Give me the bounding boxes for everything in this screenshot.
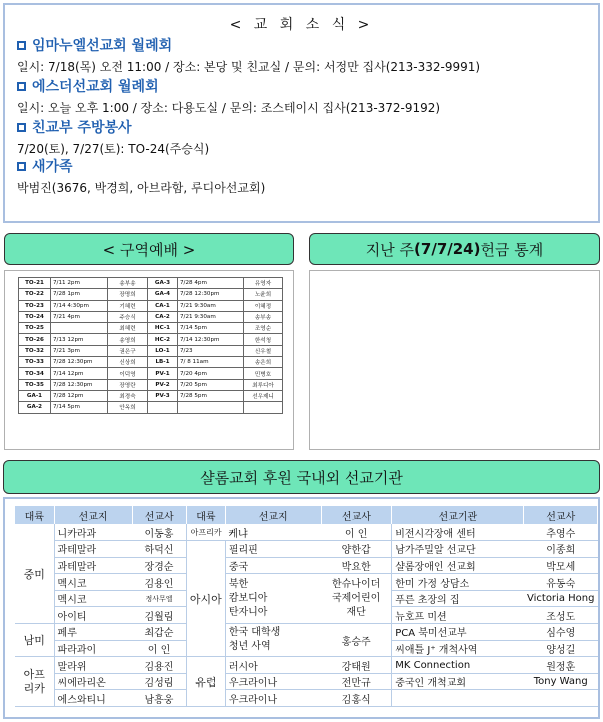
table-row: 과테말라 장경순 중국 박요한 샬롬장애인 선교회 박모세 xyxy=(15,557,598,574)
header-cell: 대륙 xyxy=(186,506,225,524)
table-row xyxy=(19,368,283,379)
nk-cambodia-tanzania: 북한 캄보디아 탄자니아 xyxy=(225,574,321,624)
news-item-esther xyxy=(17,76,440,116)
district-schedule-table xyxy=(18,277,283,414)
schedule-cell: 7/14 5pm xyxy=(51,402,108,413)
header-cell: 선교지 xyxy=(54,506,132,524)
schedule-cell: 주승식 xyxy=(108,311,148,322)
header-cell: 선교사 xyxy=(524,506,598,524)
region-africa: 아프 리카 xyxy=(15,657,54,707)
schedule-cell: 7/14 4:30pm xyxy=(51,300,108,311)
schedule-cell: TO-23 xyxy=(19,300,51,311)
schedule-cell: 7/23 xyxy=(178,345,244,356)
schedule-cell: 노윤희 xyxy=(244,289,283,300)
region-south-america: 남미 xyxy=(15,624,54,657)
schedule-cell: 조영순 xyxy=(244,323,283,334)
schedule-cell: 장영란 xyxy=(108,379,148,390)
schedule-cell: 최경숙 xyxy=(108,390,148,401)
mission-table xyxy=(15,506,598,707)
schedule-cell: 7/14 5pm xyxy=(178,323,244,334)
schedule-cell: GA-4 xyxy=(148,289,178,300)
schedule-cell: 7/21 9:30am xyxy=(178,300,244,311)
schedule-cell: 7/28 1pm xyxy=(51,289,108,300)
schedule-cell: HC-1 xyxy=(148,323,178,334)
nk-missionary: 한슈나이더 국제어린이 재단 xyxy=(321,574,392,624)
header-cell: 선교지 xyxy=(225,506,321,524)
schedule-cell: 송부송 xyxy=(244,311,283,322)
news-title: < 교 회 소 식 > xyxy=(229,17,374,33)
news-body: 박범진(3676, 박경희, 아브라함, 루디아선교회) xyxy=(17,181,266,195)
news-item-newcomer xyxy=(17,156,265,196)
schedule-cell: CA-1 xyxy=(148,300,178,311)
korea-youth: 한국 대학생 청년 사역 xyxy=(225,624,321,657)
schedule-cell: 7/28 5pm xyxy=(178,390,244,401)
schedule-cell: 한석청 xyxy=(244,334,283,345)
schedule-cell: PV-2 xyxy=(148,379,178,390)
schedule-cell: LO-1 xyxy=(148,345,178,356)
schedule-cell: GA-2 xyxy=(19,402,51,413)
schedule-cell: 최혜련 xyxy=(108,323,148,334)
schedule-cell: 7/20 4pm xyxy=(178,368,244,379)
schedule-cell: 7/28 12:30pm xyxy=(51,357,108,368)
district-worship-banner: < 구역예배 > xyxy=(4,233,294,265)
schedule-cell: 권은구 xyxy=(108,345,148,356)
schedule-cell: HC-2 xyxy=(148,334,178,345)
header-cell: 선교사 xyxy=(321,506,392,524)
table-row: 파라과이 이 인 씨애틀 J⁺ 개척사역 양성길 xyxy=(15,640,598,657)
schedule-cell: 7/28 12:30pm xyxy=(178,289,244,300)
schedule-cell: 이혜정 xyxy=(244,300,283,311)
table-row: 에스와티니 남흥웅 우크라이나 김홍식 xyxy=(15,690,598,707)
header-cell: 선교사 xyxy=(132,506,186,524)
schedule-cell: TO-22 xyxy=(19,289,51,300)
header-cell: 대륙 xyxy=(15,506,54,524)
schedule-cell: TO-21 xyxy=(19,278,51,289)
news-heading: 에스더선교회 월례회 xyxy=(32,79,159,95)
schedule-cell: 7/28 12:30pm xyxy=(51,379,108,390)
offering-stats-banner: 지난 주 (7/7/24) 헌금 통계 xyxy=(309,233,600,265)
schedule-cell: 이덕영 xyxy=(108,368,148,379)
news-heading: 친교부 주방봉사 xyxy=(32,120,132,136)
news-heading: 임마누엘선교회 월례회 xyxy=(32,38,173,54)
schedule-cell: TO-35 xyxy=(19,379,51,390)
table-row xyxy=(19,323,283,334)
schedule-cell: 7/21 9:30am xyxy=(178,311,244,322)
mission-header-row xyxy=(15,506,598,524)
table-row xyxy=(19,379,283,390)
region-europe: 유럽 xyxy=(186,657,225,707)
schedule-cell: 7/20 5pm xyxy=(178,379,244,390)
news-heading: 새가족 xyxy=(32,159,73,175)
table-row xyxy=(19,334,283,345)
schedule-cell xyxy=(178,402,244,413)
schedule-cell: 최루디아 xyxy=(244,379,283,390)
table-row xyxy=(19,278,283,289)
table-row xyxy=(19,357,283,368)
schedule-cell: PV-1 xyxy=(148,368,178,379)
schedule-cell: GA-1 xyxy=(19,390,51,401)
region-africa: 아프리카 xyxy=(186,524,225,541)
schedule-cell: 7/21 4pm xyxy=(51,311,108,322)
schedule-cell: 7/ 8 11am xyxy=(178,357,244,368)
checkbox-icon xyxy=(17,41,26,50)
news-item-kitchen xyxy=(17,117,209,157)
schedule-cell: TO-32 xyxy=(19,345,51,356)
news-body: 일시: 7/18(목) 오전 11:00 / 장소: 본당 및 친교실 / 문의: 서정만 집사(213-332-9991) xyxy=(17,60,481,74)
schedule-cell: TO-26 xyxy=(19,334,51,345)
table-row xyxy=(19,311,283,322)
news-body: 일시: 오늘 오후 1:00 / 장소: 다용도실 / 문의: 조스테이시 집사(213-372-9192) xyxy=(17,101,441,115)
schedule-cell: TO-25 xyxy=(19,323,51,334)
table-row: 아프 리카 말라위 김용진 유럽 러시아 강태원 MK Connection 원정훈 xyxy=(15,657,598,674)
region-asia: 아시아 xyxy=(186,541,225,657)
table-row xyxy=(19,345,283,356)
church-news-box xyxy=(3,3,600,223)
table-row: 남미 페루 최갑순 한국 대학생 청년 사역 홍승주 PCA 북미선교부 심수영 xyxy=(15,624,598,641)
schedule-cell: TO-33 xyxy=(19,357,51,368)
news-body: 7/20(토), 7/27(토): TO-24(주승식) xyxy=(17,142,210,156)
table-row: 과테말라 하덕신 아시아 필리핀 양한갑 남가주밀알 선교단 이종희 xyxy=(15,541,598,558)
schedule-cell: LB-1 xyxy=(148,357,178,368)
schedule-cell: 7/28 4pm xyxy=(178,278,244,289)
schedule-cell: 장명희 xyxy=(108,289,148,300)
schedule-cell: 송은희 xyxy=(244,357,283,368)
schedule-cell: TO-34 xyxy=(19,368,51,379)
schedule-cell: 7/13 12pm xyxy=(51,334,108,345)
checkbox-icon xyxy=(17,162,26,171)
table-row xyxy=(19,289,283,300)
checkbox-icon xyxy=(17,82,26,91)
schedule-cell: 민병호 xyxy=(244,368,283,379)
schedule-cell: 신우철 xyxy=(244,345,283,356)
schedule-cell: 선우제니 xyxy=(244,390,283,401)
schedule-cell: 기혜련 xyxy=(108,300,148,311)
table-row xyxy=(19,300,283,311)
schedule-cell xyxy=(244,402,283,413)
schedule-cell: 7/14 12pm xyxy=(51,368,108,379)
table-row xyxy=(19,402,283,413)
schedule-cell: TO-24 xyxy=(19,311,51,322)
schedule-cell xyxy=(51,323,108,334)
schedule-cell: 유영자 xyxy=(244,278,283,289)
offering-stats-panel xyxy=(309,270,600,450)
checkbox-icon xyxy=(17,123,26,132)
schedule-cell: 7/21 3pm xyxy=(51,345,108,356)
table-row: 중미 니카라과 이동홍 아프리카 케냐 이 인 비전시각장애 센터 추영수 xyxy=(15,524,598,541)
mission-banner: 샬롬교회 후원 국내외 선교기관 xyxy=(3,460,600,494)
table-row xyxy=(19,390,283,401)
schedule-cell: 신상희 xyxy=(108,357,148,368)
table-row: 씨에라리온 김성림 우크라이나 전만규 중국인 개척교회 Tony Wang xyxy=(15,673,598,690)
mission-table-box xyxy=(3,497,600,719)
news-item-immanuel xyxy=(17,35,480,75)
header-cell: 선교기관 xyxy=(392,506,524,524)
table-row: 멕시코 김용인 북한 캄보디아 탄자니아 한슈나이더 국제어린이 재단 한미 가정 상담소 유동숙 xyxy=(15,574,598,591)
schedule-cell: 송부송 xyxy=(108,278,148,289)
schedule-cell xyxy=(148,402,178,413)
schedule-cell: CA-2 xyxy=(148,311,178,322)
region-central-america: 중미 xyxy=(15,524,54,624)
schedule-cell: 안옥희 xyxy=(108,402,148,413)
schedule-cell: 7/14 12:30pm xyxy=(178,334,244,345)
table-row: 아이티 김월림 뉴호프 미션 조성도 xyxy=(15,607,598,624)
schedule-cell: 7/28 12pm xyxy=(51,390,108,401)
schedule-cell: PV-3 xyxy=(148,390,178,401)
schedule-cell: 송영희 xyxy=(108,334,148,345)
schedule-cell: 7/11 2pm xyxy=(51,278,108,289)
schedule-cell: GA-3 xyxy=(148,278,178,289)
table-row: 멕시코 정사무엘 푸른 초장의 집 Victoria Hong xyxy=(15,590,598,607)
